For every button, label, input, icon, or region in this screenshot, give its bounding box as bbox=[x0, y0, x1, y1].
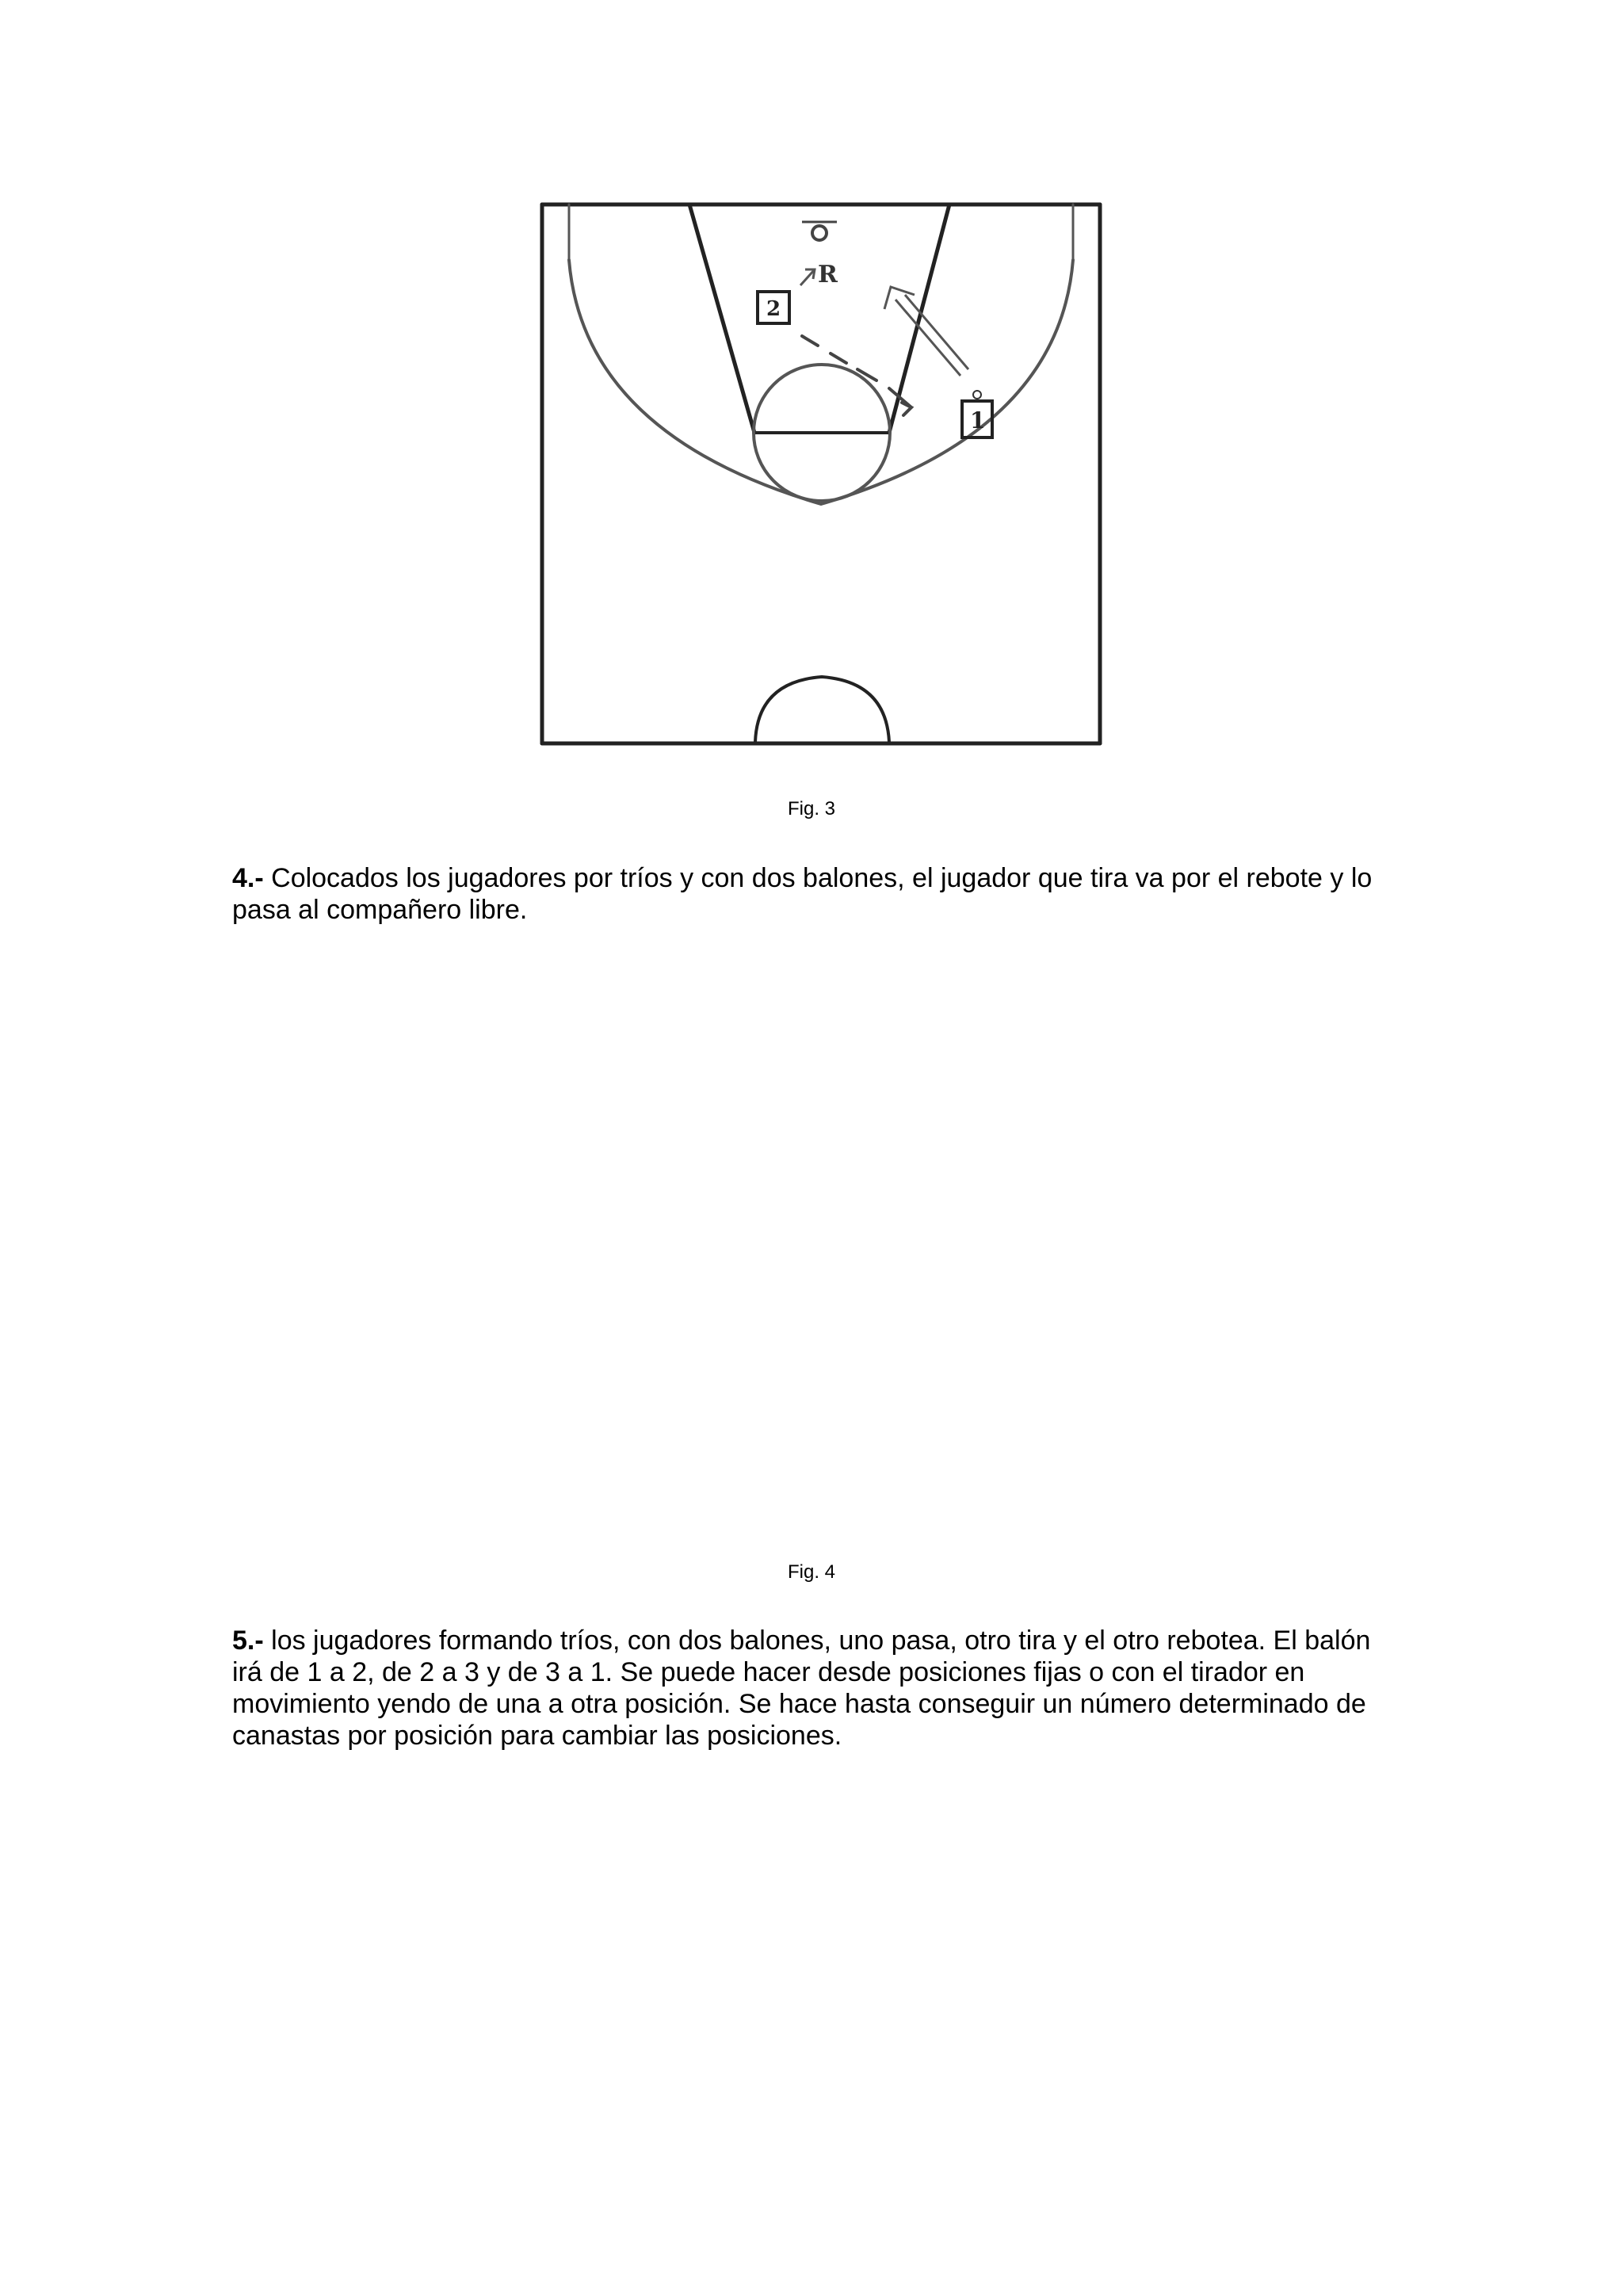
rebound-arrow-icon bbox=[800, 269, 815, 285]
rebound-label: R bbox=[818, 261, 838, 288]
three-point-arc bbox=[569, 260, 1073, 504]
center-circle-arc bbox=[755, 677, 889, 742]
player-1-label: 1 bbox=[970, 407, 986, 434]
lane-right-line bbox=[889, 204, 949, 433]
pass-arrow-icon bbox=[884, 287, 968, 376]
paragraph-4-number: 4.- bbox=[232, 863, 264, 893]
figure-3-caption: Fig. 3 bbox=[787, 798, 836, 819]
lane-left-line bbox=[689, 204, 754, 433]
paragraph-4 bbox=[232, 862, 1397, 926]
paragraph-5 bbox=[232, 1625, 1397, 1752]
player-2-marker bbox=[758, 292, 789, 323]
paragraph-5-number: 5.- bbox=[232, 1626, 264, 1656]
paragraph-4-text: Colocados los jugadores por tríos y con dos balones, el jugador que tira va por el rebote y lo pasa al compañero libre. bbox=[232, 863, 1373, 925]
figure-4-caption: Fig. 4 bbox=[787, 1561, 836, 1583]
paragraph-5-text: los jugadores formando tríos, con dos balones, uno pasa, otro tira y el otro rebotea. El balón irá de 1 a 2, de 2 a 3 y de 3 a 1. Se puede hacer desde posiciones fijas o con el tirador en movimiento yendo de una a otra posición. Se hace hasta conseguir un número determinado de canastas por posición para cambiar las posiciones. bbox=[232, 1626, 1371, 1751]
player-1-marker bbox=[962, 391, 992, 437]
half-court-diagram bbox=[536, 197, 1106, 751]
basket-icon bbox=[802, 222, 837, 240]
player-2-label: 2 bbox=[766, 297, 781, 321]
